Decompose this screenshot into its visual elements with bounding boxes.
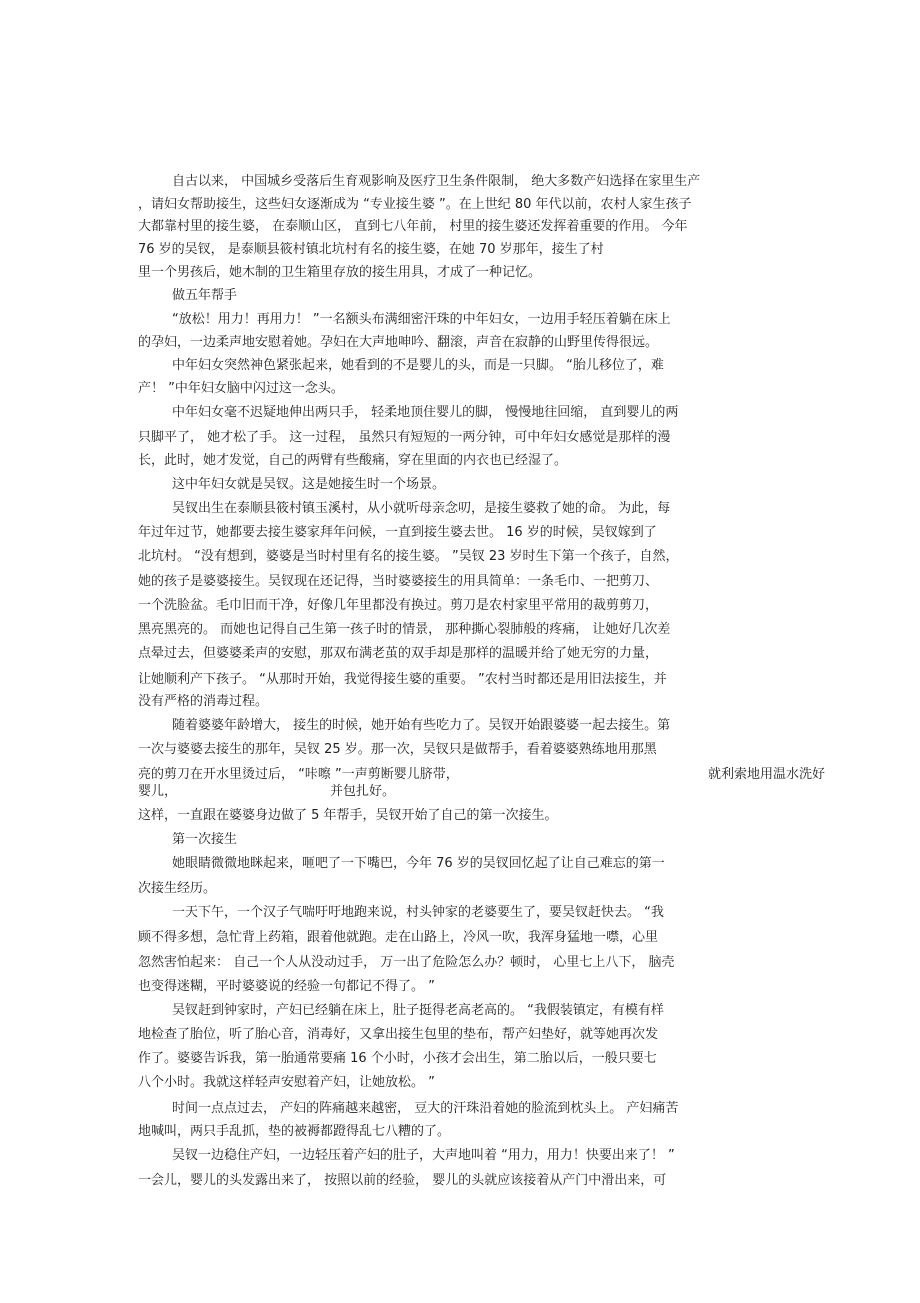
text-line: 中年妇女突然神色紧张起来，她看到的不是婴儿的头，而是一只脚。 “胎儿移位了，难: [172, 358, 664, 373]
text-line: ，请妇女帮助接生，这些妇女逐渐成为 “专业接生婆 ”。在上世纪 80 年代以前，农村人家生孩子: [138, 197, 692, 212]
text-line: 没有严格的消毒过程。: [138, 694, 269, 709]
text-line: 北坑村。 “没有想到，婆婆是当时村里有名的接生婆。 ”吴钗 23 岁时生下第一个孩子，自然，: [138, 549, 679, 564]
text-line: 的孕妇，一边柔声地安慰着她。孕妇在大声地呻吟、翻滚，声音在寂静的山野里传得很远。: [138, 335, 659, 350]
text-line: 里一个男孩后，她木制的卫生箱里存放的接生用具，才成了一种记忆。: [138, 265, 542, 280]
text-line: 作了。婆婆告诉我，第一胎通常要痛 16 个小时，小孩才会出生，第二胎以后，一般只要七: [138, 1051, 657, 1066]
text-line: 让她顺利产下孩子。 “从那时开始，我觉得接生婆的重要。 ”农村当时都还是用旧法接生，并: [138, 672, 667, 687]
text-line: 她的孩子是婆婆接生。吴钗现在还记得，当时婆婆接生的用具简单：一条毛巾、一把剪刀、: [138, 574, 659, 589]
text-line: 就利索地用温水洗好: [708, 767, 826, 782]
text-line: 一次与婆婆去接生的那年，吴钗 25 岁。那一次，吴钗只是做帮手，看着婆婆熟练地用那黑: [138, 742, 657, 757]
text-line: 一个洗脸盆。毛巾旧而干净，好像几年里都没有换过。剪刀是农村家里平常用的裁剪剪刀，: [138, 598, 659, 613]
section-heading: 第一次接生: [172, 832, 238, 847]
text-line: 年过年过节，她都要去接生婆家拜年问候，一直到接生婆去世。 16 岁的时候，吴钗嫁到了: [138, 525, 657, 540]
text-line: 顾不得多想，急忙背上药箱，跟着他就跑。走在山路上，冷风一吹，我浑身猛地一噤，心里: [138, 930, 659, 945]
text-line: 点晕过去，但婆婆柔声的安慰，那双布满老茧的双手却是那样的温暖并给了她无穷的力量，: [138, 646, 659, 661]
text-line: 次接生经历。: [138, 881, 217, 896]
text-line: 也变得迷糊，平时婆婆说的经验一句都记不得了。 ”: [138, 979, 435, 994]
text-line: “放松！用力！再用力！ ”一名额头布满细密汗珠的中年妇女，一边用手轻压着躺在床上: [172, 312, 671, 327]
text-line: 地检查了胎位，听了胎心音，消毒好，又拿出接生包里的垫布，帮产妇垫好，就等她再次发: [138, 1027, 659, 1042]
section-heading: 做五年帮手: [172, 288, 238, 303]
text-line: 吴钗出生在泰顺县筱村镇玉溪村，从小就听母亲念叨，是接生婆救了她的命。 为此，每: [172, 501, 671, 516]
text-line: 她眼睛微微地眯起来，咂吧了一下嘴巴，今年 76 岁的吴钗回忆起了让自己难忘的第一: [172, 856, 665, 871]
text-line: 产！ ”中年妇女脑中闪过这一念头。: [138, 381, 344, 396]
text-line: 一天下午，一个汉子气喘吁吁地跑来说，村头钟家的老婆要生了，要吴钗赶快去。 “我: [172, 905, 664, 920]
text-line: 自古以来， 中国城乡受落后生育观影响及医疗卫生条件限制， 绝大多数产妇选择在家里生产: [172, 174, 701, 189]
text-line: 大都靠村里的接生婆， 在泰顺山区， 直到七八年前， 村里的接生婆还发挥着重要的作用。 今年: [138, 219, 688, 234]
text-line: 中年妇女毫不迟疑地伸出两只手， 轻柔地顶住婴儿的脚， 慢慢地往回缩， 直到婴儿的两: [172, 405, 679, 420]
text-line: 婴儿，: [138, 784, 178, 799]
text-line: 长，此时，她才发觉，自己的两臂有些酸痛，穿在里面的内衣也已经湿了。: [138, 453, 568, 468]
text-line: 地喊叫，两只手乱抓，垫的被褥都蹬得乱七八糟的了。: [138, 1124, 451, 1139]
text-line: 黑亮黑亮的。 而她也记得自己生第一孩子时的情景， 那种撕心裂肺般的疼痛， 让她好几次差: [138, 622, 671, 637]
text-line: 亮的剪刀在开水里烫过后， “咔嚓 ”一声剪断婴儿脐带，: [138, 767, 459, 782]
text-line: 并包扎好。: [330, 784, 396, 799]
text-line: 只脚平了， 她才松了手。 这一过程， 虽然只有短短的一两分钟，可中年妇女感觉是那样的漫: [138, 430, 671, 445]
text-line: 忽然害怕起来： 自己一个人从没动过手， 万一出了危险怎么办？顿时， 心里七上八下， 脑壳: [138, 955, 675, 970]
text-line: 吴钗赶到钟家时，产妇已经躺在床上，肚子挺得老高老高的。 “我假装镇定，有模有样: [172, 1003, 664, 1018]
text-line: 这中年妇女就是吴钗。这是她接生时一个场景。: [172, 477, 446, 492]
text-line: 这样，一直跟在婆婆身边做了 5 年帮手，吴钗开始了自己的第一次接生。: [138, 808, 558, 823]
text-line: 随着婆婆年龄增大， 接生的时候，她开始有些吃力了。吴钗开始跟婆婆一起去接生。第: [172, 718, 671, 733]
text-line: 吴钗一边稳住产妇，一边轻压着产妇的肚子，大声地叫着 “用力，用力！快要出来了！ ”: [172, 1148, 675, 1163]
text-line: 八个小时。我就这样轻声安慰着产妇，让她放松。 ”: [138, 1075, 435, 1090]
text-line: 76 岁的吴钗， 是泰顺县筱村镇北坑村有名的接生婆，在她 70 岁那年，接生了村: [138, 242, 604, 257]
text-line: 时间一点点过去， 产妇的阵痛越来越密， 豆大的汗珠沿着她的脸流到枕头上。 产妇痛苦: [172, 1101, 679, 1116]
text-line: 一会儿，婴儿的头发露出来了， 按照以前的经验， 婴儿的头就应该接着从产门中滑出来，可: [138, 1173, 667, 1188]
